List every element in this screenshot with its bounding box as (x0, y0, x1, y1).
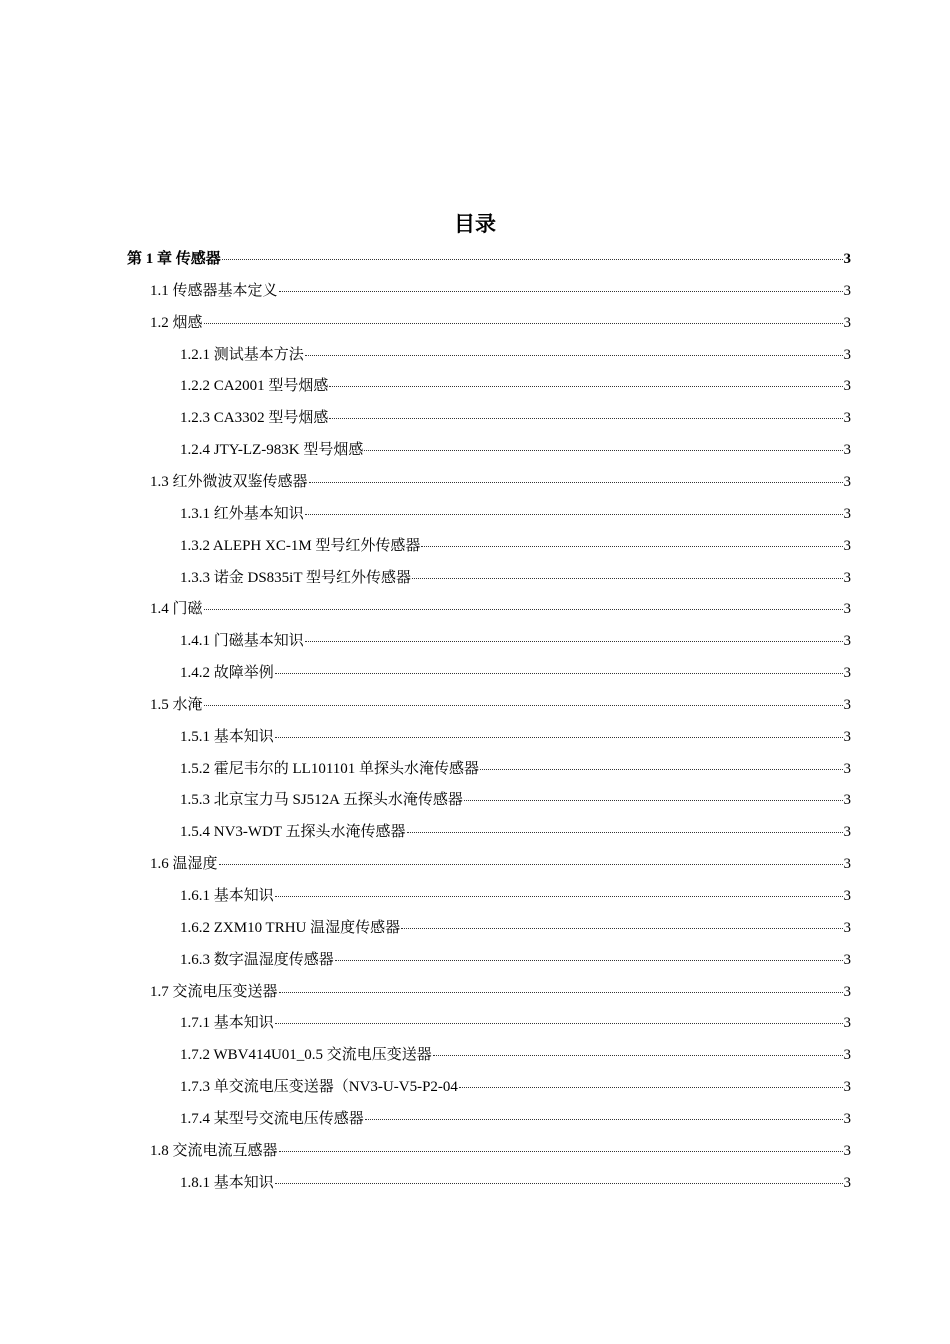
toc-entry[interactable] (180, 753, 851, 785)
toc-entry-page-number: 3 (843, 888, 851, 904)
toc-leader-dots (459, 1087, 843, 1088)
toc-leader-dots (309, 482, 843, 483)
toc-entry-page-number: 3 (843, 633, 851, 650)
toc-leader-dots (335, 960, 843, 961)
toc-entry-label: 1.3.1 红外基本知识 (180, 505, 304, 522)
toc-entry-page-number: 3 (843, 1015, 851, 1032)
toc-entry[interactable] (180, 944, 851, 976)
toc-entry-page-number: 3 (843, 1047, 851, 1064)
toc-entry[interactable] (180, 498, 851, 530)
toc-entry-label: 1.1 传感器基本定义 (150, 282, 278, 299)
toc-leader-dots (204, 323, 843, 324)
toc-entry-label: 1.6 温湿度 (150, 856, 218, 873)
toc-entry-page-number: 3 (843, 951, 851, 968)
toc-leader-dots (412, 578, 843, 579)
toc-entry-page-number: 3 (843, 569, 851, 586)
toc-entry[interactable] (180, 339, 851, 371)
toc-entry-page-number: 3 (843, 696, 851, 713)
toc-entry-label: 1.5.1 基本知识 (180, 728, 274, 745)
toc-entry-page-number: 3 (843, 473, 851, 490)
toc-entry-label: 1.7.2 WBV414U01_0.5 交流电压变送器 (180, 1047, 432, 1064)
toc-title: 目录 (454, 212, 496, 236)
toc-entry-page-number: 3 (843, 824, 851, 841)
toc-entry[interactable] (180, 1167, 851, 1199)
toc-entry[interactable] (180, 1103, 851, 1135)
toc-entry-page-number: 3 (843, 792, 851, 809)
toc-entry[interactable] (150, 307, 851, 339)
toc-entry[interactable] (180, 816, 851, 848)
toc-entry[interactable] (180, 1007, 851, 1039)
toc-leader-dots (305, 641, 843, 642)
toc-entry-page-number: 3 (843, 760, 851, 777)
toc-entry-label: 1.4.2 故障举例 (180, 665, 274, 682)
toc-entry-page-number: 3 (843, 505, 851, 522)
toc-entry-label: 1.6.3 数字温湿度传感器 (180, 951, 334, 968)
toc-leader-dots (305, 514, 843, 515)
toc-entry[interactable] (150, 593, 851, 625)
toc-leader-dots (407, 832, 843, 833)
toc-leader-dots (464, 800, 843, 801)
toc-entry[interactable] (150, 466, 851, 498)
toc-leader-dots (222, 259, 843, 260)
toc-leader-dots (279, 291, 843, 292)
toc-leader-dots (364, 450, 842, 451)
toc-entry-page-number: 3 (843, 537, 851, 554)
toc-entry-label: 1.4 门磁 (150, 601, 203, 618)
toc-entry-label: 1.2.3 CA3302 型号烟感 (180, 410, 329, 427)
toc-entry-label: 1.6.2 ZXM10 TRHU 温湿度传感器 (180, 919, 401, 936)
toc-entry-page-number: 3 (843, 728, 851, 745)
toc-entry-page-number: 3 (843, 410, 851, 427)
toc-leader-dots (421, 546, 842, 547)
toc-leader-dots (275, 1023, 843, 1024)
toc-entry[interactable] (180, 1039, 851, 1071)
toc-entry-label: 1.3 红外微波双鉴传感器 (150, 473, 308, 490)
toc-leader-dots (275, 673, 843, 674)
toc-leader-dots (204, 705, 843, 706)
toc-entry[interactable] (127, 243, 851, 275)
toc-entry-label: 1.2.2 CA2001 型号烟感 (180, 378, 329, 395)
toc-leader-dots (401, 928, 842, 929)
toc-entry[interactable] (180, 625, 851, 657)
toc-entry-page-number: 3 (843, 601, 851, 618)
toc-entry-page-number: 3 (843, 1142, 851, 1159)
toc-entry[interactable] (150, 689, 851, 721)
toc-entry-label: 1.2 烟感 (150, 314, 203, 331)
toc-entry[interactable] (180, 1071, 851, 1103)
toc-entry-label: 1.7.3 单交流电压变送器（NV3-U-V5-P2-04 (180, 1079, 458, 1096)
toc-leader-dots (480, 769, 842, 770)
toc-entry-page-number: 3 (843, 919, 851, 936)
toc-entry-page-number: 3 (843, 282, 851, 299)
toc-entry-page-number: 3 (843, 1110, 851, 1127)
toc-entry[interactable] (180, 657, 851, 689)
toc-entry[interactable] (180, 530, 851, 562)
toc-leader-dots (275, 896, 843, 897)
toc-entry[interactable] (180, 721, 851, 753)
toc-entry-label: 1.7 交流电压变送器 (150, 983, 278, 1000)
toc-entry-page-number: 3 (843, 442, 851, 459)
toc-entry-label: 1.8 交流电流互感器 (150, 1142, 278, 1159)
toc-entry-label: 1.7.4 某型号交流电压传感器 (180, 1110, 364, 1127)
toc-entry-label: 1.5.3 北京宝力马 SJ512A 五探头水淹传感器 (180, 792, 463, 809)
toc-entry-label: 1.7.1 基本知识 (180, 1015, 274, 1032)
toc-entry-page-number: 3 (843, 1079, 851, 1096)
toc-entry[interactable] (180, 562, 851, 594)
toc-entry[interactable] (150, 275, 851, 307)
toc-leader-dots (219, 864, 843, 865)
toc-leader-dots (305, 355, 843, 356)
toc-leader-dots (329, 386, 842, 387)
toc-entry-page-number: 3 (843, 251, 851, 267)
toc-entry-label: 1.3.2 ALEPH XC-1M 型号红外传感器 (180, 537, 421, 554)
toc-entry[interactable] (180, 370, 851, 402)
toc-entry-page-number: 3 (843, 314, 851, 331)
toc-entry-label: 1.5.2 霍尼韦尔的 LL101101 单探头水淹传感器 (180, 760, 480, 777)
toc-entry-label: 1.2.4 JTY-LZ-983K 型号烟感 (180, 442, 364, 459)
toc-leader-dots (433, 1055, 843, 1056)
toc-entry[interactable] (180, 402, 851, 434)
toc-entry-label: 1.3.3 诺金 DS835iT 型号红外传感器 (180, 569, 411, 586)
toc-entry-page-number: 3 (843, 856, 851, 873)
toc-entry[interactable] (180, 880, 851, 912)
toc-entry-page-number: 3 (843, 1174, 851, 1191)
toc-entry[interactable] (180, 912, 851, 944)
toc-entry-page-number: 3 (843, 983, 851, 1000)
toc-entry-page-number: 3 (843, 346, 851, 363)
toc-leader-dots (365, 1119, 843, 1120)
toc-entry[interactable] (150, 1135, 851, 1167)
toc-leader-dots (329, 418, 842, 419)
toc-entry[interactable] (150, 976, 851, 1008)
toc-entry-page-number: 3 (843, 378, 851, 395)
toc-entry-label: 1.4.1 门磁基本知识 (180, 633, 304, 650)
toc-leader-dots (204, 609, 843, 610)
toc-leader-dots (275, 737, 843, 738)
toc-entry-label: 1.2.1 测试基本方法 (180, 346, 304, 363)
toc-entry-page-number: 3 (843, 665, 851, 682)
toc-entry[interactable] (180, 434, 851, 466)
toc-entry[interactable] (150, 848, 851, 880)
toc-entry-label: 1.5.4 NV3-WDT 五探头水淹传感器 (180, 824, 406, 841)
toc-leader-dots (279, 1151, 843, 1152)
toc-leader-dots (279, 992, 843, 993)
toc-leader-dots (275, 1183, 843, 1184)
toc-entry-label: 1.8.1 基本知识 (180, 1174, 274, 1191)
toc-entry-label: 1.6.1 基本知识 (180, 888, 274, 904)
toc-entry-label: 1.5 水淹 (150, 696, 203, 713)
toc-entry[interactable] (180, 784, 851, 816)
toc-entry-label: 第 1 章 传感器 (127, 251, 221, 267)
